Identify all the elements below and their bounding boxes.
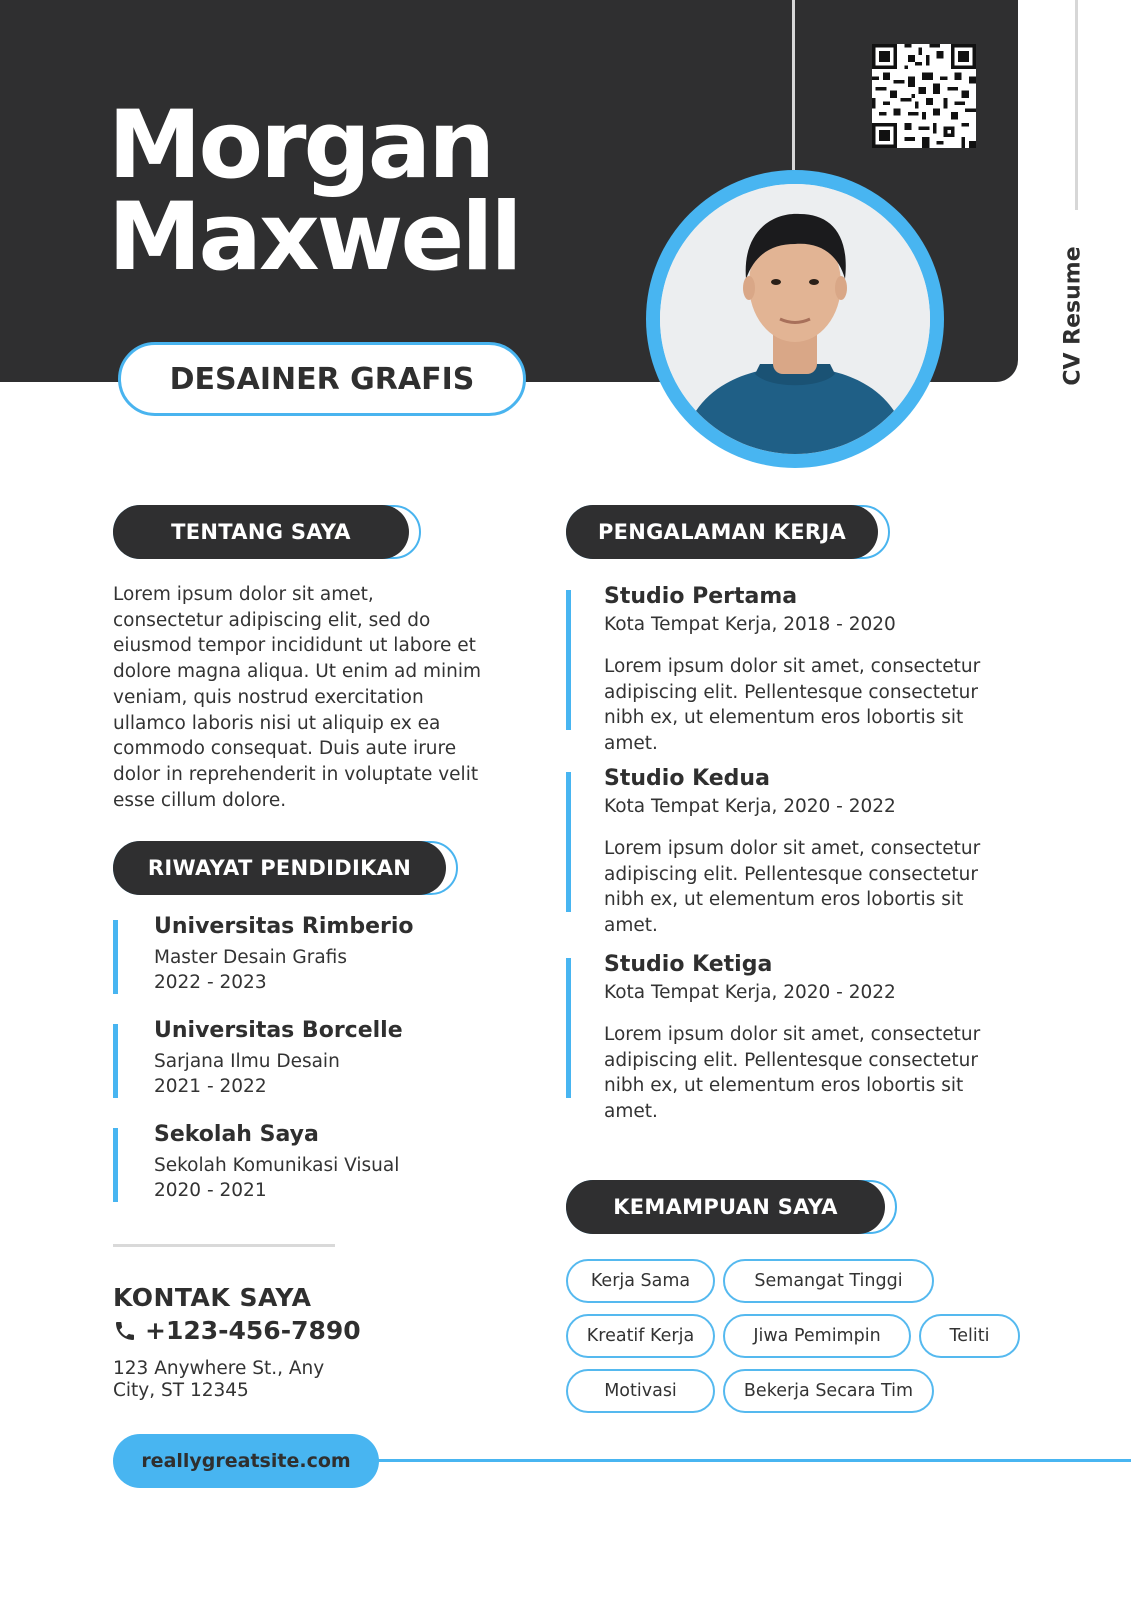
full-name [108, 91, 520, 292]
degree: Sarjana Ilmu Desain [154, 1051, 340, 1072]
contact-divider [113, 1244, 335, 1247]
experience-accent-bar [566, 958, 571, 1098]
years: 2020 - 2021 [154, 1180, 267, 1201]
skill-tag: Kreatif Kerja [566, 1314, 715, 1358]
cv-resume-label: CV Resume [1060, 246, 1086, 386]
job-description: Lorem ipsum dolor sit amet, consectetur adipiscing elit. Pellentesque consectetur nibh ex, ut elementum eros lobortis sit amet. [604, 1024, 981, 1122]
experience-accent-bar [566, 772, 571, 912]
about-heading-label: TENTANG SAYA [113, 505, 409, 559]
first-name: Morgan [108, 91, 493, 200]
education-accent-bar [113, 1024, 118, 1098]
job-description: Lorem ipsum dolor sit amet, consectetur adipiscing elit. Pellentesque consectetur nibh ex, ut elementum eros lobortis sit amet. [604, 838, 981, 936]
experience-heading [566, 505, 890, 559]
website-link[interactable]: reallygreatsite.com [113, 1434, 379, 1488]
phone-icon [113, 1319, 137, 1343]
school-name: Universitas Rimberio [154, 914, 414, 939]
side-divider-line [1075, 0, 1078, 210]
education-heading-label: RIWAYAT PENDIDIKAN [113, 841, 446, 895]
place-and-years: Kota Tempat Kerja, 2018 - 2020 [604, 614, 896, 635]
education-accent-bar [113, 1128, 118, 1202]
degree: Master Desain Grafis [154, 947, 347, 968]
qr-code-icon [872, 44, 976, 148]
contact-heading: KONTAK SAYA [113, 1283, 312, 1312]
education-heading [113, 841, 458, 895]
phone-row [113, 1316, 361, 1345]
last-name: Maxwell [108, 183, 520, 292]
skills-heading-label: KEMAMPUAN SAYA [566, 1180, 885, 1234]
school-name: Sekolah Saya [154, 1122, 319, 1147]
place-and-years: Kota Tempat Kerja, 2020 - 2022 [604, 796, 896, 817]
skills-list [566, 1259, 1036, 1419]
phone-number: +123-456-7890 [145, 1316, 361, 1345]
skills-heading [566, 1180, 897, 1234]
experience-accent-bar [566, 590, 571, 730]
about-heading [113, 505, 421, 559]
years: 2022 - 2023 [154, 972, 267, 993]
address: 123 Anywhere St., Any City, ST 12345 [113, 1358, 325, 1401]
job-description: Lorem ipsum dolor sit amet, consectetur adipiscing elit. Pellentesque consectetur nibh ex, ut elementum eros lobortis sit amet. [604, 656, 981, 754]
skill-tag: Semangat Tinggi [723, 1259, 934, 1303]
about-text: Lorem ipsum dolor sit amet, consectetur adipiscing elit, sed do eiusmod tempor incididunt ut labore et dolore magna aliqua. Ut enim ad minim veniam, quis nostrud exercitation ullamco laboris nisi ut aliquip ex ea commodo consequat. Duis aute irure dolor in reprehenderit in voluptate velit esse cillum dolore. [113, 584, 482, 811]
header-divider-line [792, 0, 795, 170]
education-accent-bar [113, 920, 118, 994]
company-name: Studio Kedua [604, 766, 770, 791]
experience-heading-label: PENGALAMAN KERJA [566, 505, 878, 559]
school-name: Universitas Borcelle [154, 1018, 403, 1043]
years: 2021 - 2022 [154, 1076, 267, 1097]
skill-tag: Motivasi [566, 1369, 715, 1413]
company-name: Studio Pertama [604, 584, 798, 609]
portrait-photo [660, 184, 930, 454]
skill-tag: Teliti [919, 1314, 1020, 1358]
skill-tag: Jiwa Pemimpin [723, 1314, 911, 1358]
skill-tag: Bekerja Secara Tim [723, 1369, 934, 1413]
website-accent-line [378, 1459, 1131, 1462]
job-title: DESAINER GRAFIS [118, 342, 526, 416]
degree: Sekolah Komunikasi Visual [154, 1155, 400, 1176]
company-name: Studio Ketiga [604, 952, 773, 977]
profile-photo-frame [646, 170, 944, 468]
skill-tag: Kerja Sama [566, 1259, 715, 1303]
place-and-years: Kota Tempat Kerja, 2020 - 2022 [604, 982, 896, 1003]
